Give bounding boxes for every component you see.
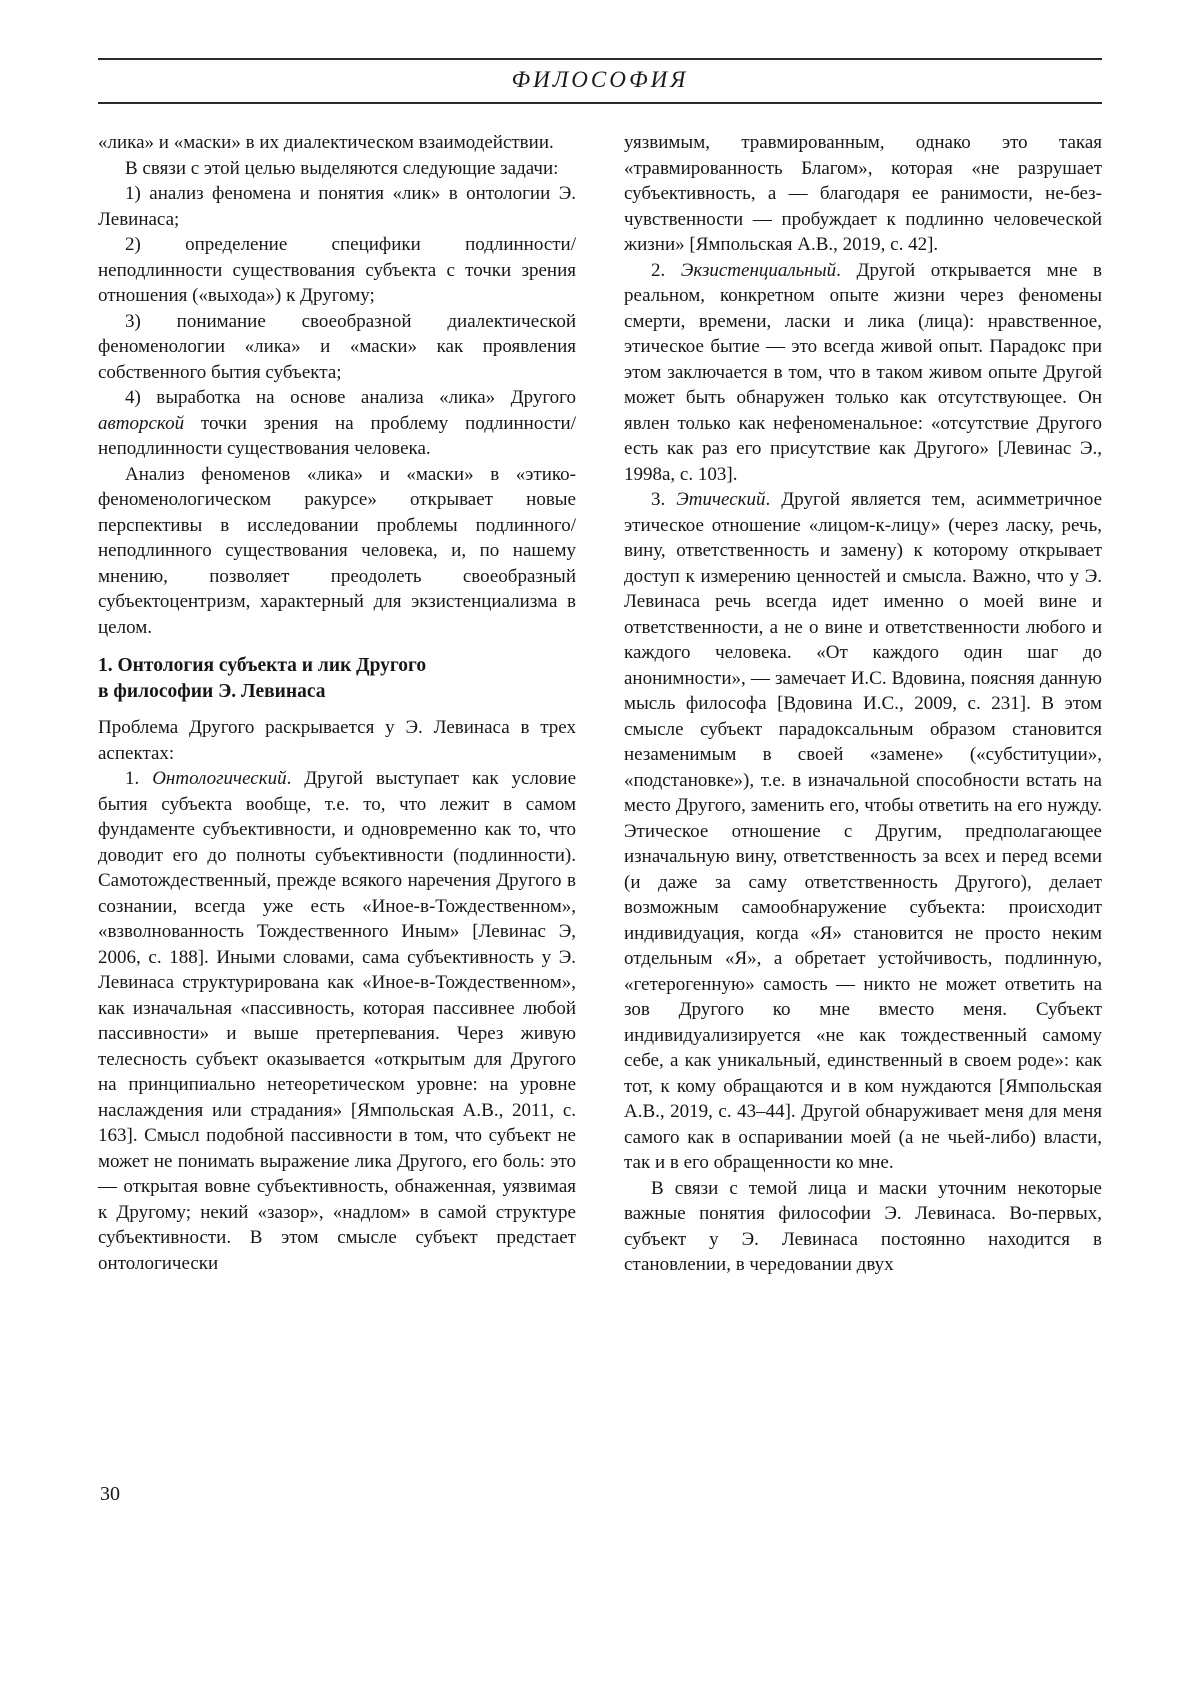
paragraph: 2) определение специфики подлинности/неподлинности существования субъекта с точки зрения отношения («выхода») к Другому; <box>98 234 576 306</box>
paragraph: 1. Онтологический. Другой выступает как условие бытия субъекта вообще, т.е. то, что лежит в самом фундаменте субъективности, и одновременно как то, что доводит его до полноты субъективности (подлинности). Самотождественный, прежде всякого наречения Другого в сознании, всегда уже есть «Иное-в-Тождественном», «взволнованность Тождественного Иным» [Левинас Э, 2006, с. 188]. Иными словами, сама субъективность у Э. Левинаса структурирована как «Иное-в-Тождественном», как изначальная «пассивность, которая пассивнее любой пассивности» и выше претерпевания. Через живую телесность субъект оказывается «открытым для Другого на принципиально нетеоретическом уровне: на уровне наслаждения или страдания» [Ямпольская А.В., 2011, с. 163]. Смысл подобной пассивности в том, что субъект не может не понимать выражение лика Другого, его боль: это — открытая вовне субъективность, обнаженная, уязвимая к Другому; некий «зазор», «надлом» в самой структуре субъективности. В этом смысле субъект предстает онтологически <box>98 768 576 1274</box>
italic-term: Экзистенциальный <box>680 259 837 281</box>
paragraph: уязвимым, травмированным, однако это такая «травмированность Благом», которая «не разрушает субъективность, а — благодаря ее ранимости, не-без-чувственности — пробуждает к подлинно человеческой жизни» [Ямпольская А.В., 2019, с. 42]. <box>624 132 1102 255</box>
paragraph: Анализ феноменов «лика» и «маски» в «этико-феноменологическом ракурсе» открывает новые перспективы в исследовании проблемы подлинного/неподлинного существования человека, и, по нашему мнению, позволяет преодолеть своеобразный субъектоцентризм, характерный для экзистенциализма в целом. <box>98 463 576 638</box>
paragraph: 3) понимание своеобразной диалектической феноменологии «лика» и «маски» как проявления собственного бытия субъекта; <box>98 310 576 383</box>
paragraph: 2. Экзистенциальный. Другой открывается мне в реальном, конкретном опыте жизни через феномены смерти, времени, ласки и лика (лица): нравственное, этическое бытие — это всегда живой опыт. Парадокс при этом заключается в том, что в таком живом опыте Другой может быть обнаружен только как отсутствующее. Он явлен только как нефеноменальное: «отсутствие Другого есть как раз его присутствие как Другого» [Левинас Э., 1998а, с. 103]. <box>624 259 1102 485</box>
article-body <box>0 130 1200 1278</box>
paragraph: «лика» и «маски» в их диалектическом взаимодействии. <box>98 132 554 153</box>
italic-term: Онтологический <box>152 768 287 789</box>
paragraph: В связи с этой целью выделяются следующие задачи: <box>125 157 559 179</box>
page-footer <box>100 1483 120 1506</box>
header-rule-bottom <box>98 102 1102 104</box>
italic-term: Этический <box>676 489 766 510</box>
paragraph: В связи с темой лица и маски уточним некоторые важные понятия философии Э. Левинаса. Во-первых, субъект у Э. Левинаса постоянно находится в становлении, в чередовании двух <box>624 1177 1102 1275</box>
italic-term: авторской <box>98 412 185 434</box>
paragraph: Проблема Другого раскрывается у Э. Левинаса в трех аспектах: <box>98 717 576 764</box>
paragraph: 1) анализ феномена и понятия «лик» в онтологии Э. Левинаса; <box>98 183 576 230</box>
paragraph: 3. Этический. Другой является тем, асимметричное этическое отношение «лицом-к-лицу» (через ласку, речь, вину, ответственность и замену) к которому открывает доступ к измерению ценностей и смысла. Важно, что у Э. Левинаса речь всегда идет именно о моей вине и ответственности, а не о вине и ответственности любого и каждого человека. «От каждого один шаг до анонимности», — замечает И.С. Вдовина, поясняя данную мысль философа [Вдовина И.С., 2009, с. 231]. В этом смысле субъект парадоксальным образом становится незаменимым в своей «замене» («субституции», «подстановке»), т.е. в изначальной способности встать на место Другого, заменить его, чтобы ответить на его нужду. Этическое отношение с Другим, предполагающее изначальную вину, ответственность за всех и перед всеми (и даже за саму ответственность Другого), делает возможным самообнаружение субъекта: происходит индивидуация, когда «Я» становится не просто неким отдельным «Я», а обретает устойчивость, подлинную, «гетерогенную» самость — никто не может ответить на зов Другого ко мне вместо меня. Субъект индивидуализируется «не как тождественный самому себе, а как уникальный, единственный в своем роде»: как тот, к кому обращаются и в ком нуждаются [Ямпольская А.В., 2019, с. 43–44]. Другой обнаруживает меня для меня самого как в оспаривании моей (а не чьей-либо) власти, так и в его обращенности ко мне. <box>624 489 1103 1173</box>
right-column <box>624 130 1102 1278</box>
left-column <box>98 130 576 1278</box>
journal-section-title: ФИЛОСОФИЯ <box>511 67 689 92</box>
page-number: 30 <box>100 1483 120 1505</box>
journal-header <box>0 0 1200 104</box>
paragraph: 4) выработка на основе анализа «лика» Другого авторской точки зрения на проблему подлинности/неподлинности существования человека. <box>98 387 576 459</box>
section-heading: 1. Онтология субъекта и лик Другого в философии Э. Левинаса <box>98 655 427 702</box>
